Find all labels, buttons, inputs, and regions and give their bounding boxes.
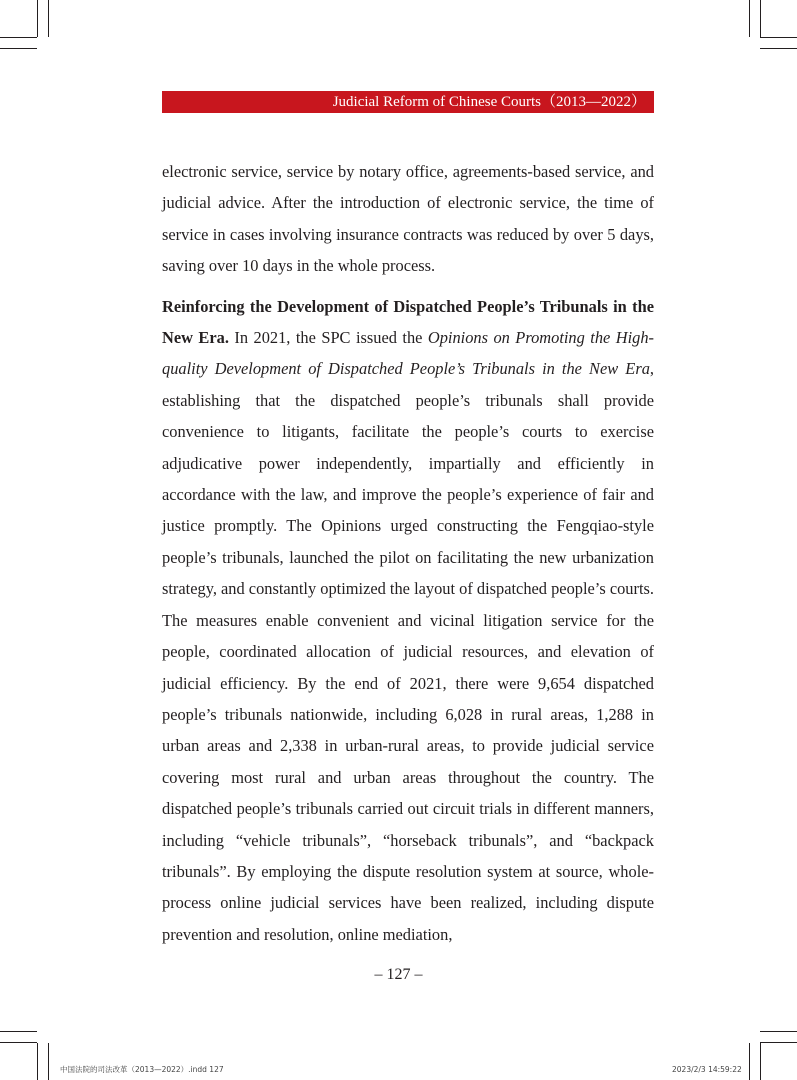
- crop-mark: [37, 0, 38, 37]
- crop-mark: [760, 1043, 761, 1080]
- crop-mark: [749, 1043, 750, 1080]
- crop-mark: [37, 1043, 38, 1080]
- crop-mark: [48, 1043, 49, 1080]
- slug-timestamp: 2023/2/3 14:59:22: [672, 1065, 742, 1074]
- crop-mark: [0, 1042, 37, 1043]
- section-heading: Reinforcing the Development of Dispatched People’s Tribunals in the New Era.: [162, 296, 654, 348]
- running-header-title: Judicial Reform of Chinese Courts（2013—2022）: [332, 94, 646, 110]
- document-title: Opinions on Promoting the High-quality Development of Dispatched People’s Tribunals in the New Era: [162, 328, 655, 379]
- crop-mark: [760, 0, 761, 37]
- crop-mark: [0, 48, 37, 49]
- slug-file-info: 中国法院的司法改革（2013—2022）.indd 127: [60, 1065, 224, 1074]
- crop-mark: [760, 1031, 797, 1032]
- crop-mark: [760, 48, 797, 49]
- crop-mark: [0, 37, 37, 38]
- paragraph: electronic service, service by notary office, agreements-based service, and judicial advice. After the introduction of electronic service, the time of service in cases involving insurance contracts was reduced by over 5 days, saving over 10 days in the whole process.: [162, 162, 654, 276]
- crop-mark: [48, 0, 49, 37]
- crop-mark: [749, 0, 750, 37]
- crop-mark: [760, 1042, 797, 1043]
- paragraph-text: , establishing that the dispatched people’s tribunals shall provide convenience to litigants, facilitate the people’s courts to exercise adjudicative power independently, impartially and efficiently in accordance with the law, and improve the people’s experience of fair and justice promptly. The Opinions urged constructing the Fengqiao-style people’s tribunals, launched the pilot on facilitating the new urbanization strategy, and constantly optimized the layout of dispatched people’s courts. The measures enable convenient and vicinal litigation service for the people, coordinated allocation of judicial resources, and elevation of judicial efficiency. By the end of 2021, there were 9,654 dispatched people’s tribunals nationwide, including 6,028 in rural areas, 1,288 in urban areas and 2,338 in urban-rural areas, to provide judicial service covering most rural and urban areas throughout the country. The dispatched people’s tribunals carried out circuit trials in different manners, including “vehicle tribunals”, “horseback tribunals”, and “backpack tribunals”. By employing the dispute resolution system at source, whole-process online judicial services have been realized, including dispute prevention and resolution, online mediation,: [162, 359, 654, 944]
- crop-mark: [760, 37, 797, 38]
- paragraph: [162, 291, 654, 951]
- body-text: [162, 156, 654, 950]
- paragraph-intro: In 2021, the SPC issued the: [228, 328, 428, 348]
- crop-mark: [0, 1031, 37, 1032]
- running-header: [162, 91, 654, 113]
- page-number: – 127 –: [374, 966, 423, 983]
